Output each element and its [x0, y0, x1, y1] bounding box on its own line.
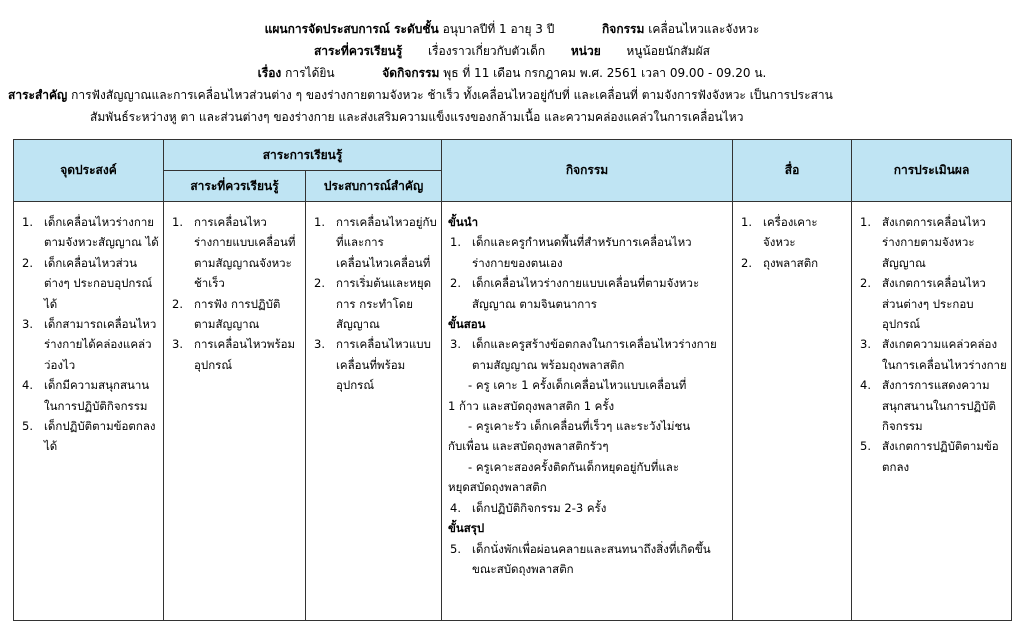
intro-heading: ขั้นนำ	[448, 215, 479, 229]
list-item: 2. ถุงพลาสติก	[741, 255, 819, 270]
list-item: 3. การเคลื่อนไหวพร้อมอุปกรณ์	[172, 337, 296, 372]
media-cell	[733, 202, 852, 621]
plan-label: แผนการจัดประสบการณ์ ระดับชั้น	[264, 22, 439, 36]
summary-heading: ขั้นสรุป	[448, 521, 485, 536]
header-learning-content: สาระการเรียนรู้	[164, 140, 442, 171]
header-line-subject	[0, 42, 1024, 60]
list-item: 2. สังเกตการเคลื่อนไหวส่วนต่างๆ ประกอบอุปกรณ์	[860, 276, 986, 332]
activity-cell	[442, 202, 733, 621]
date-label: จัดกิจกรรม	[382, 66, 440, 80]
header-should-learn: สาระที่ควรเรียนรู้	[164, 171, 306, 202]
list-item: 2. การเริ่มต้นและหยุดการ กระทำโดยสัญญาณ	[314, 276, 432, 332]
list-item: 1. สังเกตการเคลื่อนไหวร่างกายตามจังหวะสัญญาณ	[860, 215, 986, 270]
list-item: 1. การเคลื่อนไหวอยู่กับที่และการเคลื่อนไหวเคลื่อนที่	[314, 215, 437, 270]
list-item: 2. เด็กเคลื่อนไหวส่วนต่างๆ ประกอบอุปกรณ์ได้	[22, 255, 153, 311]
activity-step: 2. เด็กเคลื่อนไหวร่างกายแบบเคลื่อนที่ตามจังหวะสัญญาณ ตามจินตนาการ	[450, 276, 700, 311]
essence-label: สาระสำคัญ	[8, 88, 68, 102]
list-item: 1. เครื่องเคาะจังหวะ	[741, 215, 818, 250]
evaluation-cell	[852, 202, 1012, 621]
activity-substep-cont: 1 ก้าว และสบัดถุงพลาสติก 1 ครั้ง	[448, 398, 615, 413]
activity-substep: - ครูเคาะสองครั้งติดกันเด็กหยุดอยู่กับที่และ	[468, 459, 680, 474]
key-experience-cell	[306, 202, 442, 621]
activity-label: กิจกรรม	[602, 22, 645, 36]
activity-value: เคลื่อนไหวและจังหวะ	[648, 22, 760, 36]
objectives-cell	[14, 202, 164, 621]
activity-substep: - ครูเคาะรัว เด็กเคลื่อนที่เร็วๆ และระวังไม่ชน	[468, 419, 691, 434]
list-item: 3. สังเกตความแคล่วคล่องในการเคลื่อนไหวร่างกาย	[860, 337, 1007, 372]
list-item: 3. การเคลื่อนไหวแบบเคลื่อนที่พร้อมอุปกรณ์	[314, 337, 431, 393]
topic-value: การได้ยิน	[285, 66, 335, 80]
list-item: 3. เด็กสามารถเคลื่อนไหวร่างกายได้คล่องแคล่วว่องไว	[22, 317, 157, 372]
lesson-plan-table	[13, 139, 1012, 621]
list-item: 5. เด็กปฏิบัติตามข้อตกลงได้	[22, 419, 156, 454]
list-item: 1. เด็กเคลื่อนไหวร่างกายตามจังหวะสัญญาณ ได้	[22, 215, 159, 250]
essence-text-1: การฟังสัญญาณและการเคลื่อนไหวส่วนต่าง ๆ ของร่างกายตามจังหวะ ช้าเร็ว ทั้งเคลื่อนไหวอยู่กับที่ และเคลื่อนที่ ตามจังการฟังจังหวะ เป็นการประสาน	[71, 88, 833, 102]
activity-substep: - ครู เคาะ 1 ครั้งเด็กเคลื่อนไหวแบบเคลื่อนที่	[468, 378, 687, 393]
header-activity: กิจกรรม	[442, 140, 733, 202]
list-item: 2. การฟัง การปฏิบัติตามสัญญาณ	[172, 296, 281, 332]
activity-step: 3. เด็กและครูสร้างข้อตกลงในการเคลื่อนไหวร่างกายตามสัญญาณ พร้อมถุงพลาสติก	[450, 337, 717, 372]
subject-label: สาระที่ควรเรียนรู้	[313, 44, 403, 58]
list-item: 4. เด็กมีความสนุกสนานในการปฏิบัติกิจกรรม	[22, 378, 150, 413]
header-line-plan	[0, 20, 1024, 38]
level-value: อนุบาลปีที่ 1 อายุ 3 ปี	[442, 22, 555, 36]
activity-substep-cont: หยุดสบัดถุงพลาสติก	[448, 480, 547, 495]
essence-text-2: สัมพันธ์ระหว่างหู ตา และส่วนต่างๆ ของร่างกาย และส่งเสริมความแข็งแรงของกล้ามเนื้อ และความคล่องแคล่วในการเคลื่อนไหว	[90, 110, 744, 124]
topic-label: เรื่อง	[257, 66, 282, 80]
teach-heading: ขั้นสอน	[448, 317, 486, 332]
essence-line-1	[8, 86, 1018, 104]
date-value: พุธ ที่ 11 เดือน กรกฎาคม พ.ศ. 2561 เวลา 09.00 - 09.20 น.	[443, 66, 767, 80]
activity-step: 5. เด็กนั่งพักเพื่อผ่อนคลายและสนทนาถึงสิ่งที่เกิดขึ้นขณะสบัดถุงพลาสติก	[450, 541, 711, 576]
header-line-topic	[0, 64, 1024, 82]
essence-line-2	[90, 108, 1010, 126]
header-key-experience: ประสบการณ์สำคัญ	[306, 171, 442, 202]
header-evaluation: การประเมินผล	[852, 140, 1012, 202]
subject-value: เรื่องราวเกี่ยวกับตัวเด็ก	[427, 44, 546, 58]
list-item: 1. การเคลื่อนไหวร่างกายแบบเคลื่อนที่ตามสัญญาณจังหวะช้าเร็ว	[172, 215, 296, 291]
activity-substep-cont: กับเพื่อน และสบัดถุงพลาสติกรัวๆ	[448, 439, 609, 454]
list-item: 5. สังเกตการปฏิบัติตามข้อตกลง	[860, 439, 999, 474]
activity-step: 4. เด็กปฏิบัติกิจกรรม 2-3 ครั้ง	[450, 500, 607, 515]
should-learn-cell	[164, 202, 306, 621]
header-media: สื่อ	[733, 140, 852, 202]
list-item: 4. สังการการแสดงความสนุกสนานในการปฏิบัติกิจกรรม	[860, 378, 996, 434]
unit-value: หนูน้อยนักสัมผัส	[626, 44, 711, 58]
unit-label: หน่วย	[570, 44, 601, 58]
activity-step: 1. เด็กและครูกำหนดพื้นที่สำหรับการเคลื่อนไหวร่างกายของตนเอง	[450, 235, 692, 270]
header-objective: จุดประสงค์	[14, 140, 164, 202]
